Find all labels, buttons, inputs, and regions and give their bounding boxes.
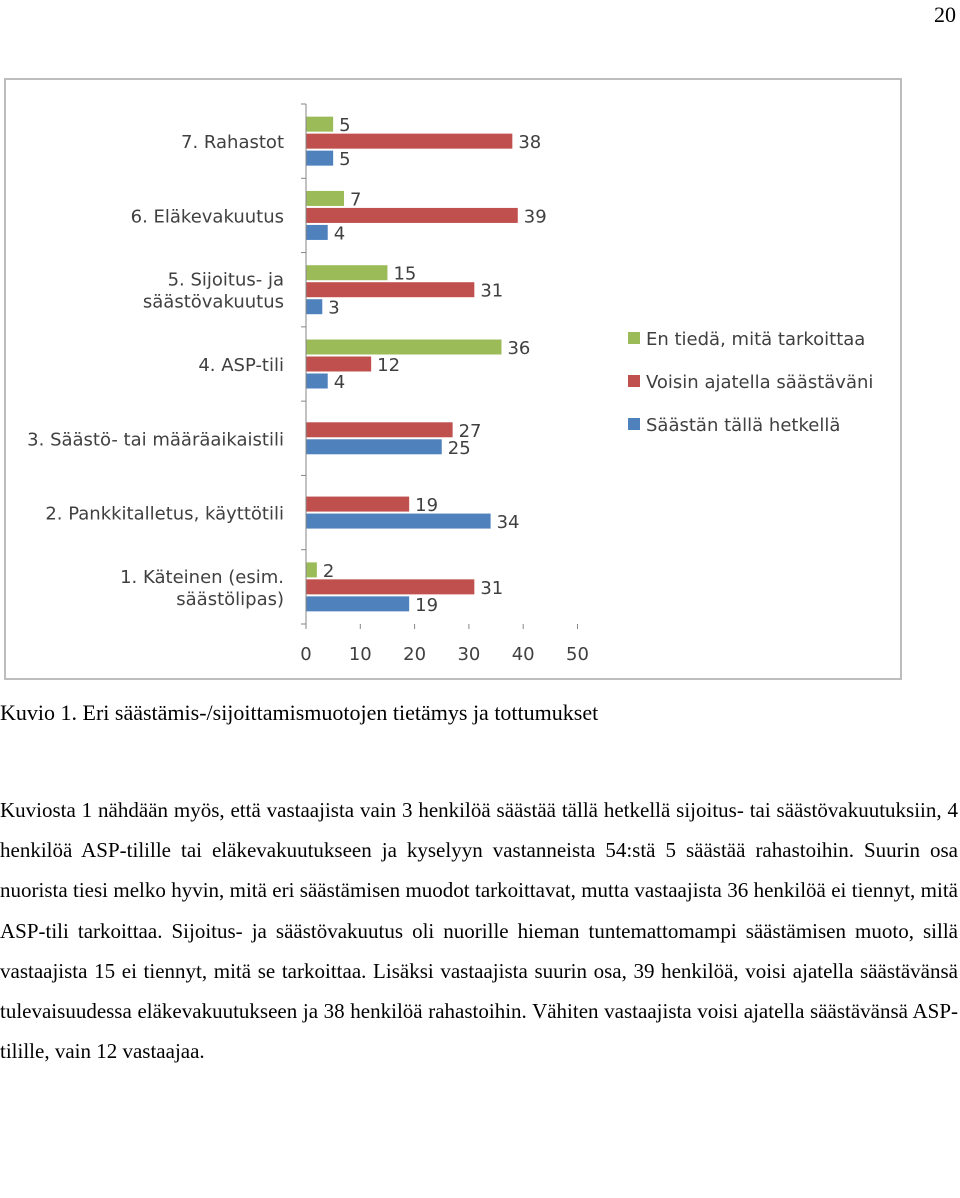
- legend-swatch-2: [628, 375, 640, 387]
- bar-4-series-3: [306, 340, 501, 355]
- bar-label-3-series-2: 27: [458, 420, 482, 442]
- category-label-1-line-1: 1. Käteinen (esim.: [120, 566, 284, 588]
- bar-label-2-series-1: 34: [496, 512, 520, 534]
- bar-label-3-series-1: 25: [447, 437, 471, 459]
- bar-label-1-series-2: 31: [480, 577, 504, 599]
- bar-label-2-series-2: 19: [415, 495, 439, 517]
- bar-6-series-1: [306, 225, 328, 240]
- x-tick-label: 0: [300, 644, 312, 665]
- category-label-6: 6. Eläkevakuutus: [130, 206, 284, 228]
- bar-label-5-series-1: 3: [328, 297, 340, 319]
- bar-5-series-1: [306, 299, 322, 314]
- category-labels: [27, 132, 284, 610]
- category-label-2: 2. Pankkitalletus, käyttötili: [45, 503, 284, 525]
- paragraph: Kuviosta 1 nähdään myös, että vastaajista vain 3 henkilöä säästää tällä hetkellä sijoitus- tai säästövakuutuksiin, 4 henkilöä ASP-tilille tai eläkevakuutukseen ja kyselyyn vastanneista 54:stä 5 säästää rahastoihin. Suurin osa nuorista tiesi melko hyvin, mitä eri säästämisen muodot tarkoittavat, mutta vastaajista 36 henkilöä ei tiennyt, mitä ASP-tili tarkoittaa. Sijoitus- ja säästövakuutus oli nuorille hieman tuntemattomampi säästämisen muoto, sillä vastaajista 15 ei tiennyt, mitä se tarkoittaa. Lisäksi vastaajista suurin osa, 39 henkilöä, voisi ajatella säästävänsä tulevaisuudessa eläkevakuutukseen ja 38 henkilöä rahastoihin. Vähiten vastaajista voisi ajatella säästävänsä ASP-tilille, vain 12 vastaajaa.: [0, 798, 958, 1064]
- bar-5-series-2: [306, 282, 474, 297]
- bar-label-4-series-1: 4: [333, 372, 346, 393]
- y-axis: [301, 104, 306, 624]
- category-label-1-line-2: säästölipas): [176, 588, 284, 610]
- chart-frame: [4, 78, 902, 680]
- x-tick-label: 20: [403, 644, 427, 665]
- x-tick-label: 50: [566, 644, 589, 665]
- bar-label-7-series-3: 5: [339, 115, 351, 137]
- category-label-3: 3. Säästö- tai määräaikaistili: [27, 429, 284, 451]
- x-axis: [300, 624, 589, 665]
- bar-5-series-3: [306, 265, 387, 280]
- bars: [306, 117, 518, 612]
- bar-1-series-3: [306, 562, 317, 577]
- bar-4-series-2: [306, 357, 371, 372]
- category-label-7: 7. Rahastot: [181, 132, 284, 154]
- bar-3-series-1: [306, 439, 442, 454]
- bar-label-5-series-2: 31: [480, 280, 504, 302]
- category-label-5-line-2: säästövakuutus: [142, 291, 284, 313]
- bar-2-series-2: [306, 497, 409, 512]
- bar-7-series-3: [306, 117, 333, 132]
- bar-6-series-2: [306, 208, 518, 223]
- bar-label-1-series-1: 19: [415, 594, 439, 616]
- bar-4-series-1: [306, 374, 328, 389]
- bar-6-series-3: [306, 191, 344, 206]
- category-label-5-line-1: 5. Sijoitus- ja: [167, 269, 284, 291]
- bar-label-7-series-2: 38: [518, 132, 542, 154]
- bar-label-5-series-3: 15: [393, 263, 417, 285]
- page-number: 20: [934, 2, 956, 27]
- figure-caption: Kuvio 1. Eri säästämis-/sijoittamismuotojen tietämys ja tottumukset: [0, 700, 599, 725]
- category-label-4: 4. ASP-tili: [198, 355, 284, 376]
- legend-swatch-1: [628, 418, 640, 430]
- bar-2-series-1: [306, 514, 491, 529]
- bar-label-6-series-3: 7: [350, 189, 362, 211]
- bar-7-series-1: [306, 151, 333, 166]
- bar-3-series-2: [306, 422, 453, 437]
- body-text: [0, 790, 958, 1071]
- legend: [628, 329, 873, 436]
- bar-1-series-1: [306, 596, 409, 611]
- legend-label-2: Voisin ajatella säästäväni: [646, 372, 874, 393]
- bar-label-6-series-1: 4: [333, 223, 346, 245]
- legend-swatch-3: [628, 332, 640, 344]
- bar-chart: [6, 80, 904, 682]
- x-tick-label: 10: [348, 644, 372, 665]
- bar-label-4-series-3: 36: [507, 338, 531, 359]
- legend-label-3: En tiedä, mitä tarkoittaa: [646, 329, 866, 350]
- bar-label-6-series-2: 39: [523, 206, 547, 228]
- legend-label-1: Säästän tällä hetkellä: [646, 415, 841, 436]
- bar-label-4-series-2: 12: [377, 355, 401, 376]
- x-tick-label: 30: [457, 644, 481, 665]
- x-tick-label: 40: [511, 644, 535, 665]
- bar-label-7-series-1: 5: [339, 149, 351, 171]
- bar-7-series-2: [306, 134, 512, 149]
- bar-label-1-series-3: 2: [322, 560, 335, 582]
